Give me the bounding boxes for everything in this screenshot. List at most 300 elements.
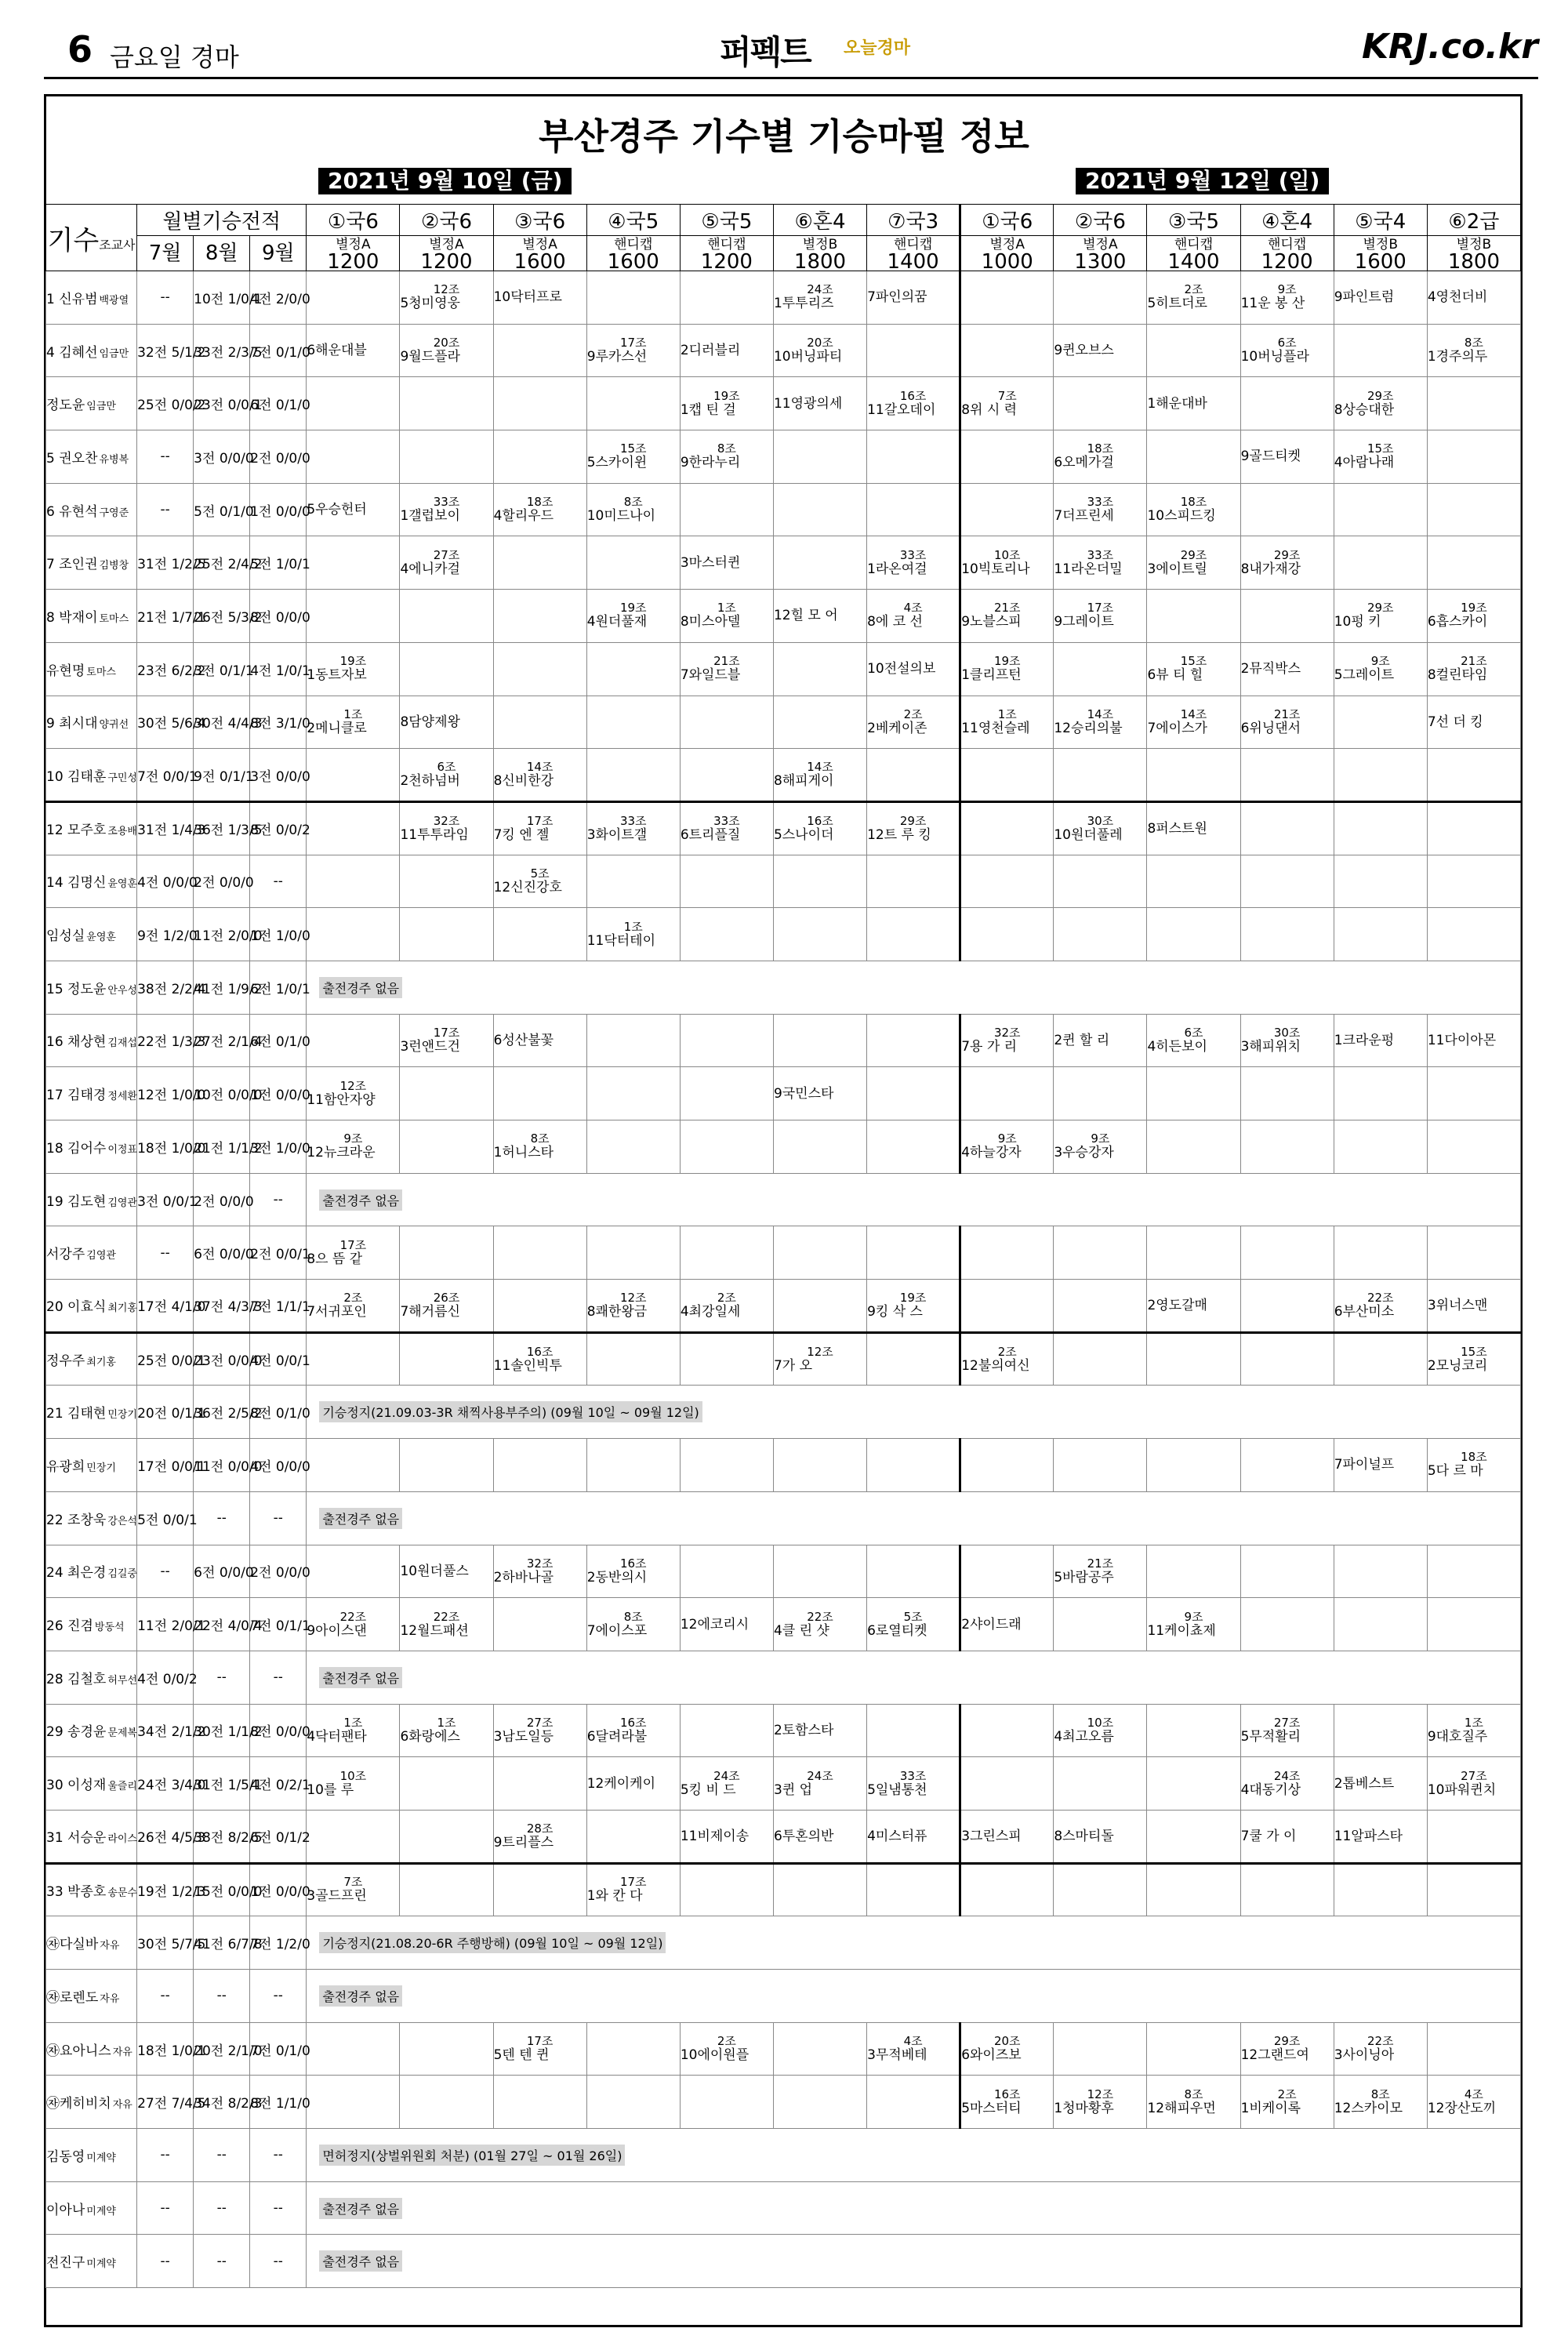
race-header-no: ②국6 <box>1054 205 1147 236</box>
race-entry-cell <box>400 430 493 484</box>
team-mark: 4조 <box>903 2034 923 2049</box>
team-mark: 14조 <box>526 760 554 775</box>
race-entry-cell <box>867 1067 960 1120</box>
race-entry-cell <box>867 1810 960 1863</box>
race-entry-cell <box>586 377 680 430</box>
race-entry-cell <box>680 1598 773 1651</box>
race-entry-cell <box>586 1704 680 1757</box>
horse-entry: 11영광의세 <box>773 395 843 412</box>
status-note: 출전경주 없음 <box>319 1189 402 1211</box>
race-entry-cell <box>960 1280 1054 1333</box>
race-entry-cell <box>1147 430 1240 484</box>
jockey-name: 서강주 <box>46 1247 85 1263</box>
team-mark: 9조 <box>1370 654 1390 669</box>
team-mark: 2조 <box>717 2034 736 2049</box>
race-entry-cell <box>1240 801 1334 855</box>
horse-entry: 6트리플질 <box>680 826 741 843</box>
table-row <box>46 1545 1521 1598</box>
race-entry-cell <box>867 2022 960 2076</box>
race-entry-cell <box>400 1704 493 1757</box>
race-entry-cell <box>1240 1598 1334 1651</box>
race-entry-cell <box>1147 908 1240 961</box>
page-title: 부산경주 기수별 기승마필 정보 <box>539 115 1029 158</box>
race-entry-cell <box>307 483 400 536</box>
race-distance: 1200 <box>420 250 473 274</box>
race-entry-cell <box>1240 590 1334 643</box>
team-mark: 16조 <box>619 1715 647 1730</box>
table-header <box>46 205 1521 274</box>
horse-entry: 7쿨 가 이 <box>1240 1828 1297 1844</box>
race-entry-cell <box>773 1704 866 1757</box>
race-condition: 핸디캡 <box>614 237 653 252</box>
horse-entry: 10버닝파티 <box>773 349 843 365</box>
race-entry-cell <box>1334 1757 1427 1811</box>
race-entry-cell <box>960 801 1054 855</box>
race-entry-cell <box>1054 1067 1147 1120</box>
race-entry-cell <box>773 324 866 377</box>
jockey-cell <box>46 1545 137 1598</box>
table-row <box>46 1067 1521 1120</box>
race-entry-cell <box>1054 1545 1147 1598</box>
record-m9: 6전 1/0/1 <box>250 961 307 1014</box>
race-entry-cell <box>867 1598 960 1651</box>
horse-entry: 4최강일세 <box>680 1303 741 1320</box>
race-entry-cell <box>1240 324 1334 377</box>
status-note: 출전경주 없음 <box>319 2198 402 2219</box>
race-entry-cell <box>1147 483 1240 536</box>
trainer-name: 윤영훈 <box>107 878 137 891</box>
horse-entry: 4클 린 샷 <box>773 1622 829 1639</box>
horse-entry: 6뷰 티 힐 <box>1147 667 1203 684</box>
race-entry-cell <box>960 1332 1054 1386</box>
trainer-name: 양귀선 <box>99 719 129 732</box>
race-entry-cell <box>1054 536 1147 590</box>
table-row <box>46 1173 1521 1226</box>
race-entry-cell <box>400 749 493 802</box>
race-entry-cell <box>773 1332 866 1386</box>
table-row <box>46 1916 1521 1970</box>
horse-entry: 2퀸 할 리 <box>1054 1032 1110 1048</box>
trainer-name: 허무선 <box>107 1674 137 1687</box>
race-entry-cell <box>400 2022 493 2076</box>
team-mark: 17조 <box>619 1875 647 1890</box>
record-m7: -- <box>137 2129 194 2182</box>
horse-entry: 8담양제왕 <box>400 714 460 730</box>
status-note-cell <box>307 2129 1521 2182</box>
horse-entry: 8스마티돌 <box>1054 1828 1114 1844</box>
race-entry-cell <box>586 1120 680 1174</box>
record-m8: 10전 0/0/0 <box>194 1067 250 1120</box>
team-mark: 1조 <box>343 1715 363 1730</box>
race-entry-cell <box>680 1120 773 1174</box>
race-entry-cell <box>1147 696 1240 749</box>
record-m7: 17전 4/1/0 <box>137 1280 194 1333</box>
horse-entry: 8퍼스트원 <box>1147 820 1207 837</box>
trainer-name: 이정표 <box>107 1143 137 1156</box>
trainer-name: 구민성 <box>107 772 137 784</box>
team-mark: 18조 <box>1461 1450 1487 1465</box>
horse-entry: 10미드나이 <box>586 508 656 525</box>
horse-entry: 1청마황후 <box>1054 2100 1114 2116</box>
race-entry-cell <box>1240 1226 1334 1280</box>
team-mark: 15조 <box>1180 654 1207 669</box>
race-entry-cell <box>1054 1439 1147 1492</box>
race-entry-cell <box>586 1810 680 1863</box>
race-distance: 1200 <box>1261 250 1313 274</box>
race-entry-cell <box>307 430 400 484</box>
race-entry-cell <box>1054 855 1147 908</box>
jockey-cell <box>46 2129 137 2182</box>
race-entry-cell <box>680 855 773 908</box>
record-m7: 7전 0/0/1 <box>137 749 194 802</box>
jockey-name: ㉶다실바 <box>46 1937 99 1953</box>
record-m9: 7전 1/1/1 <box>250 1280 307 1333</box>
jockey-header: 기수조교사 <box>46 205 137 271</box>
race-entry-cell <box>1240 1120 1334 1174</box>
record-m7: 4전 0/0/2 <box>137 1651 194 1704</box>
race-entry-cell <box>867 801 960 855</box>
race-header-info <box>1054 236 1147 274</box>
jockey-cell <box>46 1280 137 1333</box>
record-m9: 8전 1/1/0 <box>250 2076 307 2129</box>
trainer-name: 구영준 <box>99 507 129 519</box>
race-entry-cell <box>867 377 960 430</box>
horse-entry: 6성산불꽃 <box>493 1032 554 1048</box>
race-distance: 1600 <box>607 250 659 274</box>
race-entry-cell <box>1147 642 1240 696</box>
trainer-name: 문제복 <box>107 1727 137 1740</box>
horse-entry: 10를 루 <box>307 1781 354 1798</box>
race-condition: 핸디캡 <box>707 237 746 252</box>
race-entry-cell <box>493 2076 586 2129</box>
race-distance: 1600 <box>1354 250 1406 274</box>
jockey-name: 30 이성재 <box>46 1778 107 1794</box>
record-m8: 9전 0/1/1 <box>194 749 250 802</box>
jockey-name: ㉶로렌도 <box>46 1989 99 2006</box>
race-entry-cell <box>586 696 680 749</box>
table-row <box>46 1014 1521 1067</box>
race-entry-cell <box>867 271 960 325</box>
race-entry-cell <box>493 642 586 696</box>
record-m8: 26전 5/3/2 <box>194 590 250 643</box>
race-entry-cell <box>867 749 960 802</box>
horse-entry: 4대동기상 <box>1240 1781 1301 1798</box>
horse-entry: 6해운대블 <box>307 343 367 359</box>
horse-entry: 9파인트럼 <box>1334 289 1395 306</box>
race-header-info <box>1147 236 1240 274</box>
record-m8: 5전 0/1/0 <box>194 483 250 536</box>
team-mark: 1조 <box>717 601 736 616</box>
table-row <box>46 1386 1521 1439</box>
race-entry-cell <box>1334 855 1427 908</box>
race-entry-cell <box>586 1226 680 1280</box>
trainer-name: 임금만 <box>99 347 129 360</box>
record-m8: 41전 6/7/8 <box>194 1916 250 1970</box>
race-entry-cell <box>960 1810 1054 1863</box>
jockey-name: ㉶케히비치 <box>46 2096 111 2112</box>
jockey-cell <box>46 1173 137 1226</box>
race-entry-cell <box>307 1545 400 1598</box>
race-header-no: ③국5 <box>1147 205 1240 236</box>
race-entry-cell <box>1427 1226 1520 1280</box>
team-mark: 10조 <box>339 1768 367 1783</box>
race-entry-cell <box>400 801 493 855</box>
table-row <box>46 801 1521 855</box>
trainer-name: 윤영훈 <box>86 932 116 944</box>
horse-entry: 10빅토리나 <box>961 561 1030 577</box>
horse-entry: 2하바나골 <box>493 1569 554 1585</box>
table-row <box>46 1226 1521 1280</box>
record-m9: -- <box>250 2181 307 2235</box>
race-header-no: ⑤국5 <box>680 205 773 236</box>
race-entry-cell <box>960 2022 1054 2076</box>
race-entry-cell <box>586 1545 680 1598</box>
jockey-name: 1 신유범 <box>46 291 98 307</box>
race-entry-cell <box>960 642 1054 696</box>
race-entry-cell <box>867 483 960 536</box>
race-entry-cell <box>400 696 493 749</box>
team-mark: 1조 <box>997 706 1017 721</box>
record-m7: 5전 0/0/1 <box>137 1491 194 1545</box>
horse-entry: 11다이아몬 <box>1427 1032 1497 1048</box>
jockey-name: 15 정도윤 <box>46 981 107 997</box>
horse-entry: 10에이원플 <box>680 2047 750 2064</box>
race-entry-cell <box>680 1067 773 1120</box>
race-entry-cell <box>960 855 1054 908</box>
jockey-cell <box>46 1810 137 1863</box>
team-mark: 14조 <box>807 760 833 775</box>
race-header-info <box>1427 236 1520 274</box>
horse-entry: 10닥터프로 <box>493 289 562 306</box>
race-header-info <box>960 236 1054 274</box>
jockey-name: 10 김태훈 <box>46 768 107 785</box>
race-entry-cell <box>867 642 960 696</box>
record-m7: -- <box>137 2181 194 2235</box>
race-distance: 1200 <box>327 250 379 274</box>
horse-entry: 2천하넘버 <box>400 773 460 790</box>
record-m8: 36전 2/5/2 <box>194 1386 250 1439</box>
horse-entry: 4원더풀재 <box>586 614 648 630</box>
horse-entry: 9그레이트 <box>1054 614 1114 630</box>
race-entry-cell <box>1427 1014 1520 1067</box>
horse-entry: 1와 칸 다 <box>586 1888 643 1905</box>
trainer-name: 자유 <box>112 2099 132 2112</box>
record-m8: 21전 1/1/2 <box>194 1120 250 1174</box>
trainer-name: 송문수 <box>107 1887 137 1899</box>
status-note-cell <box>307 1173 1521 1226</box>
horse-entry: 8미스아델 <box>680 614 741 630</box>
race-header-info <box>307 236 400 274</box>
trainer-name: 유병복 <box>99 453 129 466</box>
team-mark: 12조 <box>619 1290 647 1305</box>
table-row <box>46 961 1521 1014</box>
race-entry-cell <box>1054 696 1147 749</box>
race-entry-cell <box>586 642 680 696</box>
race-entry-cell <box>773 483 866 536</box>
record-m7: 32전 5/1/2 <box>137 324 194 377</box>
race-entry-cell <box>960 2076 1054 2129</box>
horse-entry: 8내가재강 <box>1240 561 1301 577</box>
record-m9: 8전 0/1/0 <box>250 1386 307 1439</box>
team-mark: 12조 <box>339 1078 367 1093</box>
race-entry-cell <box>400 271 493 325</box>
race-entry-cell <box>1334 430 1427 484</box>
race-entry-cell <box>1147 2076 1240 2129</box>
table-row <box>46 696 1521 749</box>
race-entry-cell <box>307 536 400 590</box>
race-entry-cell <box>867 2076 960 2129</box>
race-entry-cell <box>400 1598 493 1651</box>
race-header-no: ①국6 <box>960 205 1054 236</box>
race-entry-cell <box>1427 1810 1520 1863</box>
race-entry-cell <box>400 1545 493 1598</box>
race-entry-cell <box>307 696 400 749</box>
race-entry-cell <box>307 801 400 855</box>
jockey-name: 24 최은경 <box>46 1565 107 1582</box>
horse-entry: 5우승헌터 <box>307 502 367 518</box>
team-mark: 2조 <box>343 1290 363 1305</box>
race-entry-cell <box>1240 430 1334 484</box>
race-entry-cell <box>1334 483 1427 536</box>
race-entry-cell <box>867 324 960 377</box>
race-entry-cell <box>1240 642 1334 696</box>
trainer-name: 백광열 <box>99 294 129 307</box>
team-mark: 32조 <box>526 1556 554 1571</box>
race-entry-cell <box>1334 590 1427 643</box>
record-m8: -- <box>194 1491 250 1545</box>
record-m9: -- <box>250 2129 307 2182</box>
horse-entry: 2디러블리 <box>680 343 741 359</box>
race-entry-cell <box>1427 324 1520 377</box>
team-mark: 15조 <box>1461 1344 1487 1359</box>
status-note-cell <box>307 961 1521 1014</box>
record-m8: 11전 0/0/0 <box>194 1439 250 1492</box>
race-header-no: ⑥혼4 <box>773 205 866 236</box>
team-mark: 5조 <box>530 866 550 881</box>
race-entry-cell <box>1054 749 1147 802</box>
team-mark: 17조 <box>433 1025 460 1040</box>
jockey-name: 14 김명신 <box>46 875 107 892</box>
team-mark: 15조 <box>1367 441 1394 456</box>
race-entry-cell <box>493 1598 586 1651</box>
team-mark: 14조 <box>1087 706 1114 721</box>
record-m8: 15전 0/0/0 <box>194 1863 250 1916</box>
race-entry-cell <box>680 1757 773 1811</box>
horse-entry: 5스나이더 <box>773 826 834 843</box>
record-m9: -- <box>250 855 307 908</box>
race-entry-cell <box>960 590 1054 643</box>
table-row <box>46 590 1521 643</box>
horse-entry: 7해거름신 <box>400 1303 460 1320</box>
horse-entry: 1경주의두 <box>1427 349 1488 365</box>
record-m9: 6전 0/1/0 <box>250 377 307 430</box>
record-m8: 25전 2/4/2 <box>194 536 250 590</box>
race-entry-cell <box>493 908 586 961</box>
race-entry-cell <box>867 855 960 908</box>
table-row <box>46 2129 1521 2182</box>
horse-entry: 5청미영웅 <box>400 296 460 312</box>
race-entry-cell <box>1427 1120 1520 1174</box>
team-mark: 1조 <box>343 706 363 721</box>
team-mark: 19조 <box>899 1290 927 1305</box>
horse-entry: 3그린스피 <box>961 1828 1022 1844</box>
table-row <box>46 324 1521 377</box>
race-entry-cell <box>867 536 960 590</box>
team-mark: 24조 <box>1273 1768 1301 1783</box>
table-row <box>46 271 1521 325</box>
race-entry-cell <box>960 1439 1054 1492</box>
record-m7: 18전 1/0/0 <box>137 1120 194 1174</box>
jockey-name: 16 채상현 <box>46 1034 107 1051</box>
race-entry-cell <box>960 696 1054 749</box>
horse-entry: 12힐 모 어 <box>773 608 838 624</box>
horse-entry: 5마스터티 <box>961 2100 1022 2116</box>
record-m9: 4전 0/0/1 <box>250 1332 307 1386</box>
race-header-info <box>493 236 586 274</box>
horse-entry: 3에이트릴 <box>1147 561 1207 577</box>
race-condition: 별정A <box>989 237 1025 252</box>
horse-entry: 10원더풀스 <box>400 1563 469 1579</box>
team-mark: 21조 <box>993 601 1021 616</box>
race-entry-cell <box>307 1863 400 1916</box>
team-mark: 21조 <box>1087 1556 1114 1571</box>
jockey-cell <box>46 1598 137 1651</box>
race-entry-cell <box>773 271 866 325</box>
table-row <box>46 2181 1521 2235</box>
jockey-cell <box>46 1120 137 1174</box>
jockey-name: 6 유현석 <box>46 503 98 520</box>
race-entry-cell <box>680 642 773 696</box>
race-condition: 핸디캡 <box>893 237 933 252</box>
race-entry-cell <box>960 1757 1054 1811</box>
race-entry-cell <box>1334 377 1427 430</box>
team-mark: 15조 <box>619 441 647 456</box>
status-note-cell <box>307 2235 1521 2288</box>
race-header-no: ③국6 <box>493 205 586 236</box>
race-entry-cell <box>1147 1280 1240 1333</box>
trainer-name: 최기홍 <box>86 1357 116 1369</box>
race-entry-cell <box>773 430 866 484</box>
race-entry-cell <box>307 324 400 377</box>
race-entry-cell <box>307 1280 400 1333</box>
team-mark: 9조 <box>997 1131 1017 1146</box>
race-entry-cell <box>960 430 1054 484</box>
horse-entry: 8상승대한 <box>1334 401 1395 418</box>
record-m8: 31전 1/5/1 <box>194 1757 250 1811</box>
table-row <box>46 1757 1521 1811</box>
jockey-cell <box>46 536 137 590</box>
logo: 퍼펙트 <box>720 33 811 71</box>
race-entry-cell <box>867 1120 960 1174</box>
horse-entry: 5무적활리 <box>1240 1728 1301 1745</box>
record-m7: -- <box>137 1226 194 1280</box>
race-entry-cell <box>1240 1332 1334 1386</box>
table-row <box>46 1439 1521 1492</box>
horse-entry: 5바람공주 <box>1054 1569 1114 1585</box>
horse-entry: 9국민스타 <box>773 1085 834 1102</box>
record-m7: 9전 1/2/0 <box>137 908 194 961</box>
race-entry-cell <box>960 1545 1054 1598</box>
team-mark: 27조 <box>526 1715 554 1730</box>
race-entry-cell <box>1334 2022 1427 2076</box>
month-7-header: 7월 <box>137 236 194 271</box>
race-entry-cell <box>400 2076 493 2129</box>
race-header-info <box>680 236 773 274</box>
record-m7: -- <box>137 271 194 325</box>
race-entry-cell <box>493 1120 586 1174</box>
team-mark: 2조 <box>717 1290 736 1305</box>
record-m8: 2전 0/0/0 <box>194 855 250 908</box>
